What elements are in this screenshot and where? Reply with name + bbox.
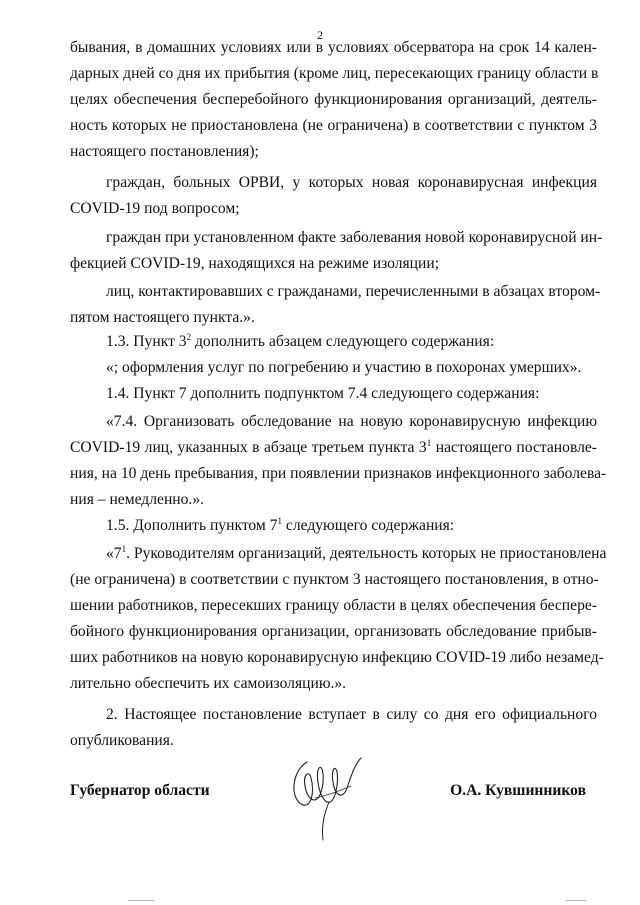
text-line: граждан, больных ОРВИ, у которых новая коронавирусная инфекция (106, 174, 597, 191)
text-line: шении работников, пересекших границу области в целях обеспечения беспере- (70, 597, 597, 614)
text-line: 1.4. Пункт 7 дополнить подпунктом 7.4 следующего содержания: (106, 385, 540, 402)
text-run: настоящего постановле- (431, 439, 597, 456)
signatory-title: Губернатор области (70, 782, 210, 799)
text-line (106, 516, 597, 536)
text-line: фекцией COVID-19, находящихся на режиме изоляции; (70, 255, 440, 272)
text-line: настоящего постановления); (70, 143, 259, 160)
text-line (70, 438, 597, 458)
text-line: бойного функционирования организации, организовать обследование прибыв- (70, 623, 597, 640)
superscript: 1 (426, 438, 432, 448)
text-run: COVID-19 лиц, указанных в абзаце третьем пункта 3 (70, 439, 427, 456)
text-line: опубликования. (70, 732, 174, 749)
text-line: целях обеспечения бесперебойного функционирования организаций, деятель- (70, 91, 597, 108)
text-line (106, 544, 607, 564)
signatory-name: О.А. Кувшинников (450, 782, 586, 799)
superscript: 2 (186, 332, 192, 342)
text-run: «7 (106, 545, 122, 562)
text-line: лительно обеспечить их самоизоляцию.». (70, 675, 347, 692)
text-line: ших работников на новую коронавирусную инфекцию COVID-19 либо незамед- (70, 649, 604, 666)
text-line: ния – немедленно.». (70, 491, 205, 508)
text-run: 1.3. Пункт 3 (106, 333, 187, 350)
text-line: бывания, в домашних условиях или в условиях обсерватора на срок 14 кален- (70, 39, 597, 56)
page-number: 2 (317, 28, 323, 42)
text-line: пятом настоящего пункта.». (70, 309, 255, 326)
text-line (106, 332, 597, 352)
text-run: следующего содержания: (282, 517, 455, 534)
text-line: «; оформления услуг по погребению и участию в похоронах умерших». (106, 359, 582, 376)
scan-artifact (566, 900, 586, 901)
text-line: граждан при установленном факте заболевания новой коронавирусной ин- (106, 229, 603, 246)
text-line: «7.4. Организовать обследование на новую коронавирусную инфекцию (106, 413, 597, 430)
text-line: ность которых не приостановлена (не ограничена) в соответствии с пунктом 3 (70, 117, 597, 134)
text-line: (не ограничена) в соответствии с пунктом 3 настоящего постановления, в отно- (70, 571, 599, 588)
text-run: 1.5. Дополнить пунктом 7 (106, 517, 278, 534)
text-line: 2. Настоящее постановление вступает в силу со дня его официального (106, 706, 597, 723)
text-line: ния, на 10 день пребывания, при появлении признаков инфекционного заболева- (70, 465, 607, 482)
superscript: 1 (121, 544, 127, 554)
scan-artifact (128, 900, 154, 901)
text-line: лиц, контактировавших с гражданами, перечисленными в абзацах втором- (106, 283, 601, 300)
signature-image (285, 752, 370, 842)
superscript: 1 (277, 516, 282, 526)
text-line: дарных дней со дня их прибытия (кроме лиц, пересекающих границу области в (70, 65, 599, 82)
text-run: дополнить абзацем следующего содержания: (191, 333, 495, 350)
text-run: . Руководителям организаций, деятельность которых не приостановлена (126, 545, 607, 562)
text-line: COVID-19 под вопросом; (70, 200, 240, 217)
